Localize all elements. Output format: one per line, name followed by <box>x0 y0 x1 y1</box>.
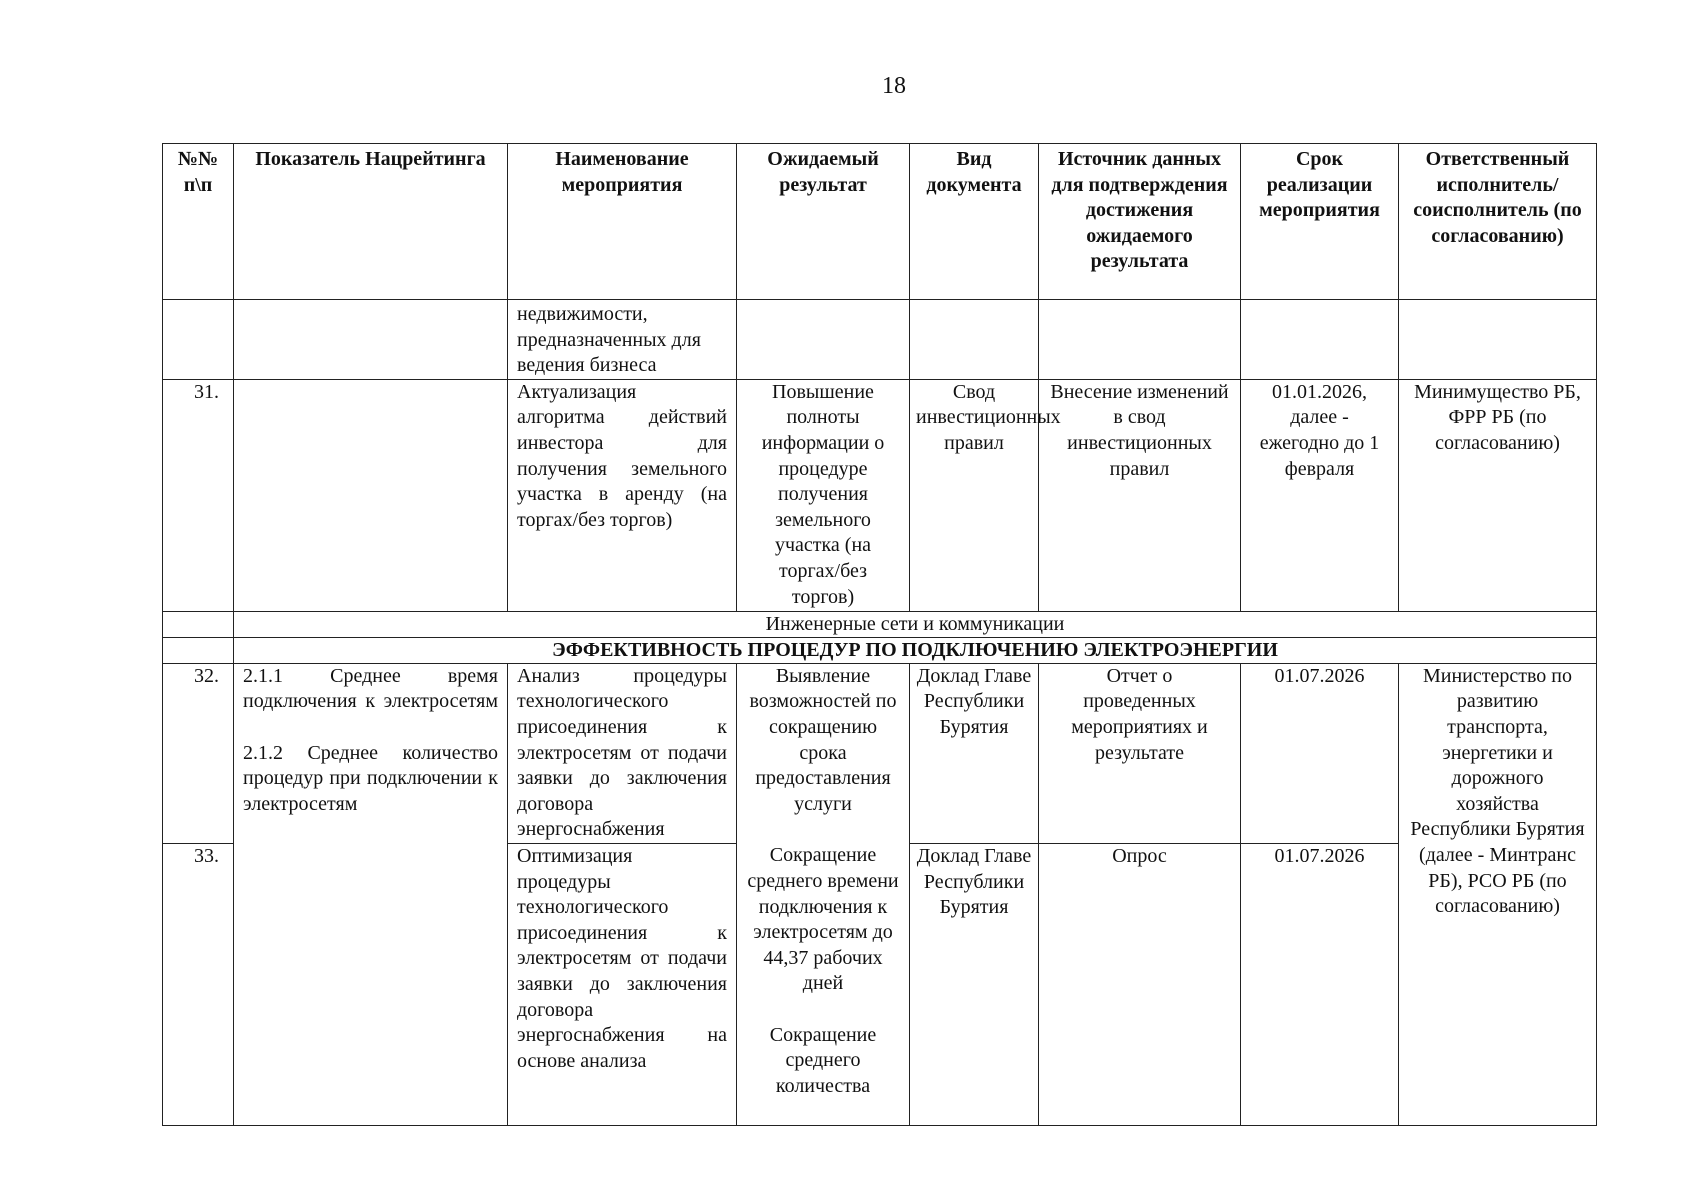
header-source: Источник данных для подтверждения достижения ожидаемого результата <box>1039 144 1241 300</box>
section-row-efficiency <box>163 637 1597 663</box>
cell-doc: Доклад Главе Республики Бурятия <box>910 663 1039 843</box>
cell-indicators <box>234 663 508 1125</box>
cell-num <box>163 300 234 380</box>
header-num: №№ п\п <box>163 144 234 300</box>
row-number: 33. <box>163 843 234 1125</box>
cell-num <box>163 637 234 663</box>
cell-term: 01.01.2026, далее - ежегодно до 1 февраля <box>1241 379 1399 611</box>
cell-source <box>1039 300 1241 380</box>
cell-measure: Анализ процедуры технологического присоединения к электросетям от подачи заявки до заключения договора энергоснабжения <box>508 663 737 843</box>
cell-responsible: Министерство по развитию транспорта, энергетики и дорожного хозяйства Республики Бурятия (далее - Минтранс РБ), РСО РБ (по согласованию) <box>1399 663 1597 1125</box>
cell-doc <box>910 300 1039 380</box>
page-number: 18 <box>882 73 906 99</box>
cell-doc: Свод инвестиционных правил <box>910 379 1039 611</box>
section-row-engineering <box>163 611 1597 637</box>
header-indicator: Показатель Нацрейтинга <box>234 144 508 300</box>
cell-term <box>1241 300 1399 380</box>
cell-result <box>737 843 910 1125</box>
cell-source: Внесение изменений в свод инвестиционных правил <box>1039 379 1241 611</box>
header-row <box>163 144 1597 300</box>
cell-responsible: Минимущество РБ, ФРР РБ (по согласованию) <box>1399 379 1597 611</box>
section-title-engineering: Инженерные сети и коммуникации <box>234 611 1597 637</box>
cell-indicator <box>234 300 508 380</box>
row-number: 32. <box>163 663 234 843</box>
cell-term: 01.07.2026 <box>1241 663 1399 843</box>
table-row-continued <box>163 300 1597 380</box>
indicator-2-1-2: 2.1.2 Среднее количество процедур при подключении к электросетям <box>243 741 498 815</box>
header-measure: Наименование мероприятия <box>508 144 737 300</box>
cell-result: Повышение полноты информации о процедуре получения земельного участка (на торгах/без торгов) <box>737 379 910 611</box>
header-doc-type: Вид документа <box>910 144 1039 300</box>
cell-responsible <box>1399 300 1597 380</box>
cell-measure: Оптимизация процедуры технологического присоединения к электросетям от подачи заявки до заключения договора энергоснабжения на основе анализа <box>508 843 737 1125</box>
result-count: Сокращение среднего количества <box>769 1023 877 1097</box>
table-row-32 <box>163 663 1597 843</box>
cell-measure: Актуализация алгоритма действий инвестора для получения земельного участка в аренду (на торгах/без торгов) <box>508 379 737 611</box>
cell-num <box>163 611 234 637</box>
section-title-efficiency: ЭФФЕКТИВНОСТЬ ПРОЦЕДУР ПО ПОДКЛЮЧЕНИЮ ЭЛЕКТРОЭНЕРГИИ <box>234 637 1597 663</box>
table-row-31 <box>163 379 1597 611</box>
cell-term: 01.07.2026 <box>1241 843 1399 1125</box>
cell-source: Опрос <box>1039 843 1241 1125</box>
header-term: Срок реализации мероприятия <box>1241 144 1399 300</box>
header-result: Ожидаемый результат <box>737 144 910 300</box>
header-responsible: Ответственный исполнитель/ соисполнитель (по согласованию) <box>1399 144 1597 300</box>
row-number: 31. <box>163 379 234 611</box>
measures-table <box>162 143 1597 1126</box>
cell-result: Выявление возможностей по сокращению срока предоставления услуги <box>737 663 910 843</box>
result-time: Сокращение среднего времени подключения к электросетям до 44,37 рабочих дней <box>747 844 899 995</box>
cell-measure: недвижимости, предназначенных для ведения бизнеса <box>508 300 737 380</box>
cell-result <box>737 300 910 380</box>
indicator-2-1-1: 2.1.1 Среднее время подключения к электросетям <box>243 664 498 713</box>
cell-source: Отчет о проведенных мероприятиях и результате <box>1039 663 1241 843</box>
cell-indicator <box>234 379 508 611</box>
cell-doc: Доклад Главе Республики Бурятия <box>910 843 1039 1125</box>
